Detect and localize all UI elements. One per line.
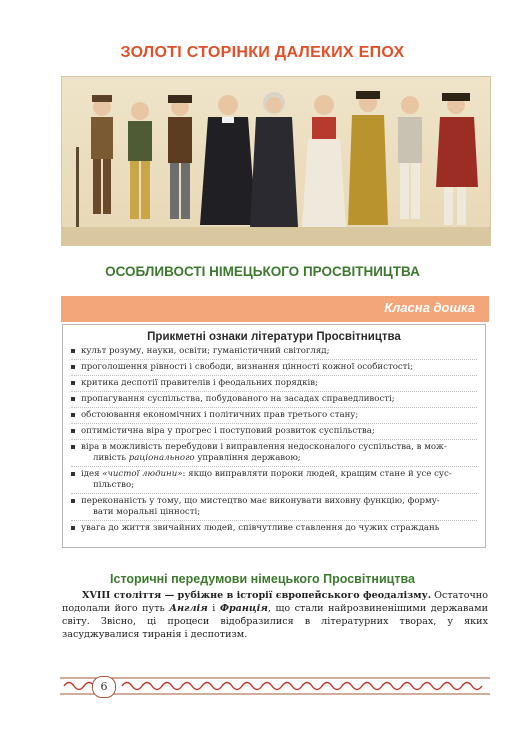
list-item: критика деспотії правителів і феодальних порядків; xyxy=(71,378,477,392)
bullet-icon xyxy=(71,365,75,369)
list-item: віра в можливість перебудови і виправлення недосконалого суспільства, в мож- ливість раціонального управління державою; xyxy=(71,442,477,467)
history-paragraph: XVIII століття — рубіжне в історії європейського феодалізму. Остаточно подолали його путь Англія і Франція, що стали найрозвиненішими державами світу. Звісно, ці процеси відобразилися в літературних творах, у яких засуджувалися тиранія і деспотизм. xyxy=(62,590,488,640)
board-title: Прикметні ознаки літератури Просвітництва xyxy=(147,331,401,343)
features-list xyxy=(71,346,477,536)
class-board-bar xyxy=(61,296,489,322)
bullet-icon xyxy=(71,397,75,401)
bullet-icon xyxy=(71,472,75,476)
page-header-title: ЗОЛОТІ СТОРІНКИ ДАЛЕКИХ ЕПОХ xyxy=(120,44,405,61)
list-item: обстоювання економічних і політичних прав третього стану; xyxy=(71,410,477,424)
period-costumes-illustration xyxy=(61,76,491,246)
bullet-icon xyxy=(71,349,75,353)
history-title: Історичні передумови німецького Просвітництва xyxy=(110,572,415,586)
list-item: увага до життя звичайних людей, співчутливе ставлення до чужих страждань xyxy=(71,523,477,536)
bullet-icon xyxy=(71,413,75,417)
bullet-icon xyxy=(71,445,75,449)
section-title: ОСОБЛИВОСТІ НІМЕЦЬКОГО ПРОСВІТНИЦТВА xyxy=(105,264,420,279)
list-item: ідея «чистої людини»: якщо виправляти пороки людей, кращим стане й усе сус- пільство; xyxy=(71,469,477,494)
page-number: 6 xyxy=(92,676,116,698)
list-item: пропагування суспільства, побудованого на засадах справедливості; xyxy=(71,394,477,408)
bullet-icon xyxy=(71,526,75,530)
bullet-icon xyxy=(71,429,75,433)
list-item: переконаність у тому, що мистецтво має виконувати виховну функцію, форму- вати моральні цінності; xyxy=(71,496,477,521)
class-board-label: Класна дошка xyxy=(384,300,475,315)
class-board-box xyxy=(62,324,486,548)
bullet-icon xyxy=(71,499,75,503)
decorative-border-ornament xyxy=(60,672,490,700)
bullet-icon xyxy=(71,381,75,385)
list-item: проголошення рівності і свободи, визнання цінності кожної особистості; xyxy=(71,362,477,376)
list-item: культ розуму, науки, освіти; гуманістичний світогляд; xyxy=(71,346,477,360)
list-item: оптимістична віра у прогрес і поступовий розвиток суспільства; xyxy=(71,426,477,440)
